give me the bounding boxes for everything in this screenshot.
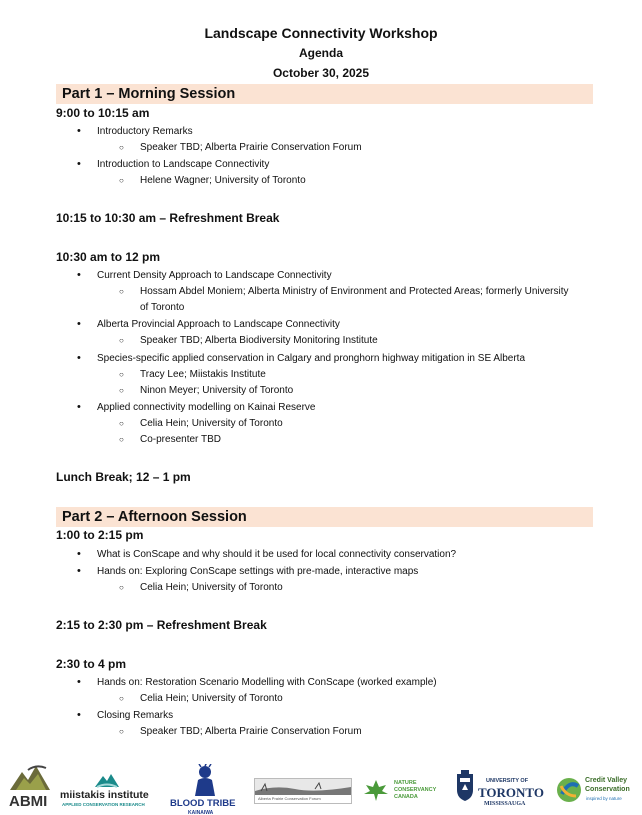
uoft-line3: MISSISSAUGA	[484, 801, 526, 807]
abmi-label: ABMI	[9, 793, 48, 810]
abmi-mountains-icon	[8, 762, 52, 792]
agenda-speaker: ○ Co-presenter TBD	[140, 432, 570, 448]
ncc-line2: CONSERVANCY	[394, 787, 437, 793]
uoft-mississauga-logo	[456, 768, 550, 810]
part1-break: 10:15 to 10:30 am – Refreshment Break	[56, 211, 280, 225]
agenda-item: • Current Density Approach to Landscape Connectivity	[97, 270, 332, 281]
prairie-conservation-forum-logo	[254, 778, 352, 804]
miistakis-name: miistakis institute	[60, 789, 149, 801]
agenda-speaker: ○ Celia Hein; University of Toronto	[140, 416, 570, 432]
agenda-speaker: ○ Ninon Meyer; University of Toronto	[140, 383, 570, 399]
agenda-item: • Applied connectivity modelling on Kainai Reserve	[97, 402, 315, 413]
part1-slot1-time: 9:00 to 10:15 am	[56, 106, 150, 120]
abmi-logo	[8, 762, 52, 814]
agenda-item: • Hands on: Restoration Scenario Modelling with ConScape (worked example)	[97, 677, 437, 688]
part1-heading: Part 1 – Morning Session	[56, 84, 593, 104]
miistakis-tagline: APPLIED CONSERVATION RESEARCH	[62, 802, 145, 807]
document-title: Landscape Connectivity Workshop	[204, 25, 438, 41]
uoft-line2: TORONTO	[478, 785, 544, 800]
agenda-item: • Introductory Remarks	[97, 126, 193, 137]
agenda-item: • Species-specific applied conservation in Calgary and pronghorn highway mitigation in SE Alberta	[97, 353, 525, 364]
document-subtitle: Agenda	[298, 46, 343, 60]
cvc-swirl-icon	[556, 776, 582, 804]
blood-tribe-sub: KAINAIWA	[188, 810, 214, 815]
agenda-speaker: ○ Celia Hein; University of Toronto	[140, 691, 570, 707]
agenda-speaker: ○ Tracy Lee; Miistakis Institute	[140, 367, 570, 383]
nature-conservancy-canada-logo	[362, 778, 442, 804]
agenda-speaker: ○ Speaker TBD; Alberta Biodiversity Monitoring Institute	[140, 333, 570, 349]
part2-heading: Part 2 – Afternoon Session	[56, 507, 593, 527]
agenda-item: • What is ConScape and why should it be used for local connectivity conservation?	[97, 549, 456, 560]
part2-break: 2:15 to 2:30 pm – Refreshment Break	[56, 618, 267, 632]
agenda-speaker: ○ Hossam Abdel Moniem; Alberta Ministry of Environment and Protected Areas; formerly University of Toronto	[140, 284, 570, 316]
pcf-label: Alberta Prairie Conservation Forum	[258, 796, 321, 801]
ncc-line3: CANADA	[394, 794, 418, 800]
miistakis-mountain-icon	[94, 772, 120, 788]
agenda-item: • Alberta Provincial Approach to Landscape Connectivity	[97, 319, 340, 330]
agenda-item: • Closing Remarks	[97, 710, 173, 721]
blood-tribe-label: BLOOD TRIBE	[170, 798, 236, 809]
agenda-speaker: ○ Speaker TBD; Alberta Prairie Conservation Forum	[140, 140, 570, 156]
part2-slot2-time: 2:30 to 4 pm	[56, 657, 127, 671]
ncc-leaf-icon	[362, 778, 390, 802]
blood-tribe-logo	[168, 760, 242, 815]
document-date: October 30, 2025	[272, 66, 370, 80]
agenda-item: • Hands on: Exploring ConScape settings with pre-made, interactive maps	[97, 566, 418, 577]
agenda-item: • Introduction to Landscape Connectivity	[97, 159, 269, 170]
cvc-line2: Conservation	[585, 786, 630, 793]
miistakis-logo	[60, 772, 154, 812]
credit-valley-conservation-logo	[556, 774, 640, 808]
prairie-landscape-icon	[255, 779, 351, 795]
cvc-tagline: inspired by nature	[586, 796, 622, 801]
part1-slot2-time: 10:30 am to 12 pm	[56, 250, 161, 264]
blood-tribe-figure-icon	[190, 764, 220, 796]
lunch-break: Lunch Break; 12 – 1 pm	[56, 470, 191, 484]
uoft-crest-icon	[456, 770, 474, 802]
agenda-speaker: ○ Helene Wagner; University of Toronto	[140, 173, 570, 189]
agenda-speaker: ○ Speaker TBD; Alberta Prairie Conservation Forum	[140, 724, 570, 740]
ncc-line1: NATURE	[394, 780, 417, 786]
part2-slot1-time: 1:00 to 2:15 pm	[56, 528, 144, 542]
uoft-line1: UNIVERSITY OF	[486, 778, 529, 784]
cvc-line1: Credit Valley	[585, 777, 628, 784]
sponsor-logo-strip	[0, 760, 642, 815]
agenda-speaker: ○ Celia Hein; University of Toronto	[140, 580, 570, 596]
